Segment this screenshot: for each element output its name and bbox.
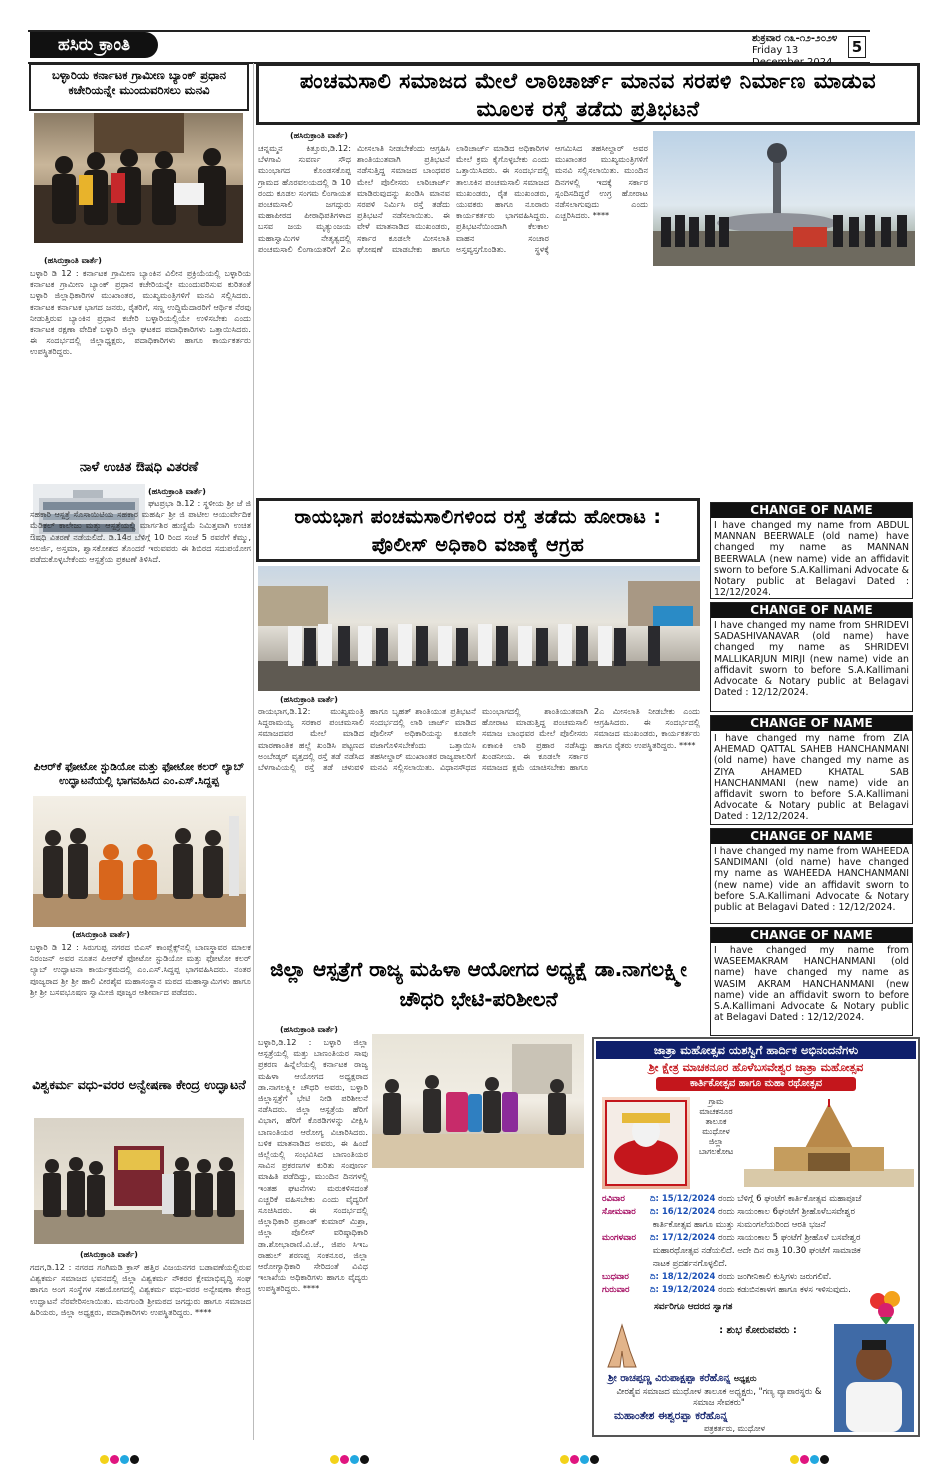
- registration-marks: [330, 1449, 370, 1468]
- third-headline: ಜಿಲ್ಲಾ ಆಸ್ಪತ್ರೆಗೆ ರಾಜ್ಯ ಮಹಿಳಾ ಆಯೋಗದ ಅಧ್ಯಕ್ಷೆ ಡಾ.ನಾಗಲಕ್ಷ್ಮೀ ಚೌಧರಿ ಭೇಟಿ-ಪರಿಶೀಲನೆ: [270, 957, 687, 1011]
- lead-headline-box: [256, 63, 920, 125]
- temple-image: [744, 1099, 914, 1187]
- second-credit: (ಹಸಿರುಕ್ರಾಂತಿ ವಾರ್ತೆ): [280, 695, 338, 704]
- page-number: 5: [848, 36, 866, 58]
- second-headline: ರಾಯಭಾಗ ಪಂಚಮಸಾಲಿಗಳಿಂದ ರಸ್ತೆ ತಡೆದು ಹೋರಾಟ : ಪೊಲೀಸ್ ಅಧಿಕಾರಿ ವಜಾಕ್ಕೆ ಆಗ್ರಹ: [294, 506, 662, 556]
- article-1-credit: (ಹಸಿರುಕ್ರಾಂತಿ ವಾರ್ತೆ): [44, 256, 102, 265]
- classified-ad: [710, 715, 913, 825]
- article-2-credit: (ಹಸಿರುಕ್ರಾಂತಿ ವಾರ್ತೆ): [148, 487, 206, 496]
- classifieds-column: [710, 502, 913, 1036]
- article-2-headline: ನಾಳೆ ಉಚಿತ ಔಷಧಿ ವಿತರಣೆ: [79, 460, 199, 475]
- article-1-headline-box: [29, 63, 249, 111]
- article-3-headline-box: [29, 760, 249, 790]
- lead-photo: [653, 131, 915, 266]
- classified-title: CHANGE OF NAME: [711, 603, 912, 618]
- article-2-body: ಘಟಪ್ರಭಾ ಡಿ.12 : ಸ್ಥಳೀಯ ಶ್ರೀ ಜೆ ಜಿ ಸಹಕಾರಿ ಆಸ್ಪತ್ರೆ ಸೊಸಾಯಿಟಿಯ ಸಹಕಾರ ಮಹರ್ಷಿ ಶ್ರೀ ಜಿ ಪಾಟೀಲ ಆಯುರ್ವೇದಿಕ ಮೆಡಿಕಲ್ ಕಾಲೇಜು ಮತ್ತು ಆಸ್ಪತ್ರೆಯಲ್ಲಿ ಮಾರ್ಗಶಿರ ಹುಣ್ಣಿಮೆ ನಿಮಿತ್ತವಾಗಿ ಉಚಿತ ಔಷಧಿ ವಿತರಣೆ ನಡೆಯಲಿದೆ. ಡಿ.14ರ ಬೆಳಿಗ್ಗೆ 10 ರಿಂದ ಸಂಜೆ 5 ರವರೆಗೆ ಕೆಮ್ಮು, ಅಲರ್ಜಿ, ಅಸ್ತಮಾ, ಶ್ವಾಸಕೋಶದ ತೊಂದರೆ ಇರುವವರು ಈ ಶಿಬಿರದ ಸದುಪಯೋಗ ಪಡೆದುಕೊಳ್ಳಬೇಕೆಂದು ಆಸ್ಪತ್ರೆಯ ಪ್ರಕಟಣೆ ತಿಳಿಸಿದೆ.: [30, 498, 251, 565]
- second-photo: [258, 566, 700, 691]
- ad-banner: ಜಾತ್ರಾ ಮಹೋತ್ಸವ ಯಶಸ್ವಿಗೆ ಹಾರ್ದಿಕ ಅಭಿನಂದನೆಗಳು: [596, 1041, 916, 1059]
- classified-ad: [710, 502, 913, 599]
- ad-subtitle: ಕಾರ್ತಿಕೋತ್ಸವ ಹಾಗೂ ಮಹಾ ರಥೋತ್ಸವ: [656, 1077, 856, 1091]
- lead-body: ಚನ್ನಮ್ಮನ ಕಿತ್ತೂರು,ಡಿ.12: ಬೆಳಗಾವಿ ಸುವರ್ಣ ಸೌಧ ಮುಂಭಾಗದ ಕೊಂಡಸಕೊಪ್ಪ ಗ್ರಾಮದ ಹೊರವಲಯದಲ್ಲಿ ಡಿ 10 ರಂದು ಕೂಡಲ ಸಂಗಮ ಲಿಂಗಾಯತ ಪಂಚಮಸಾಲಿ ಜಗದ್ಗುರು ಮಹಾಪೀಠದ ಪೀಠಾಧಿಪತಿಗಳಾದ ಬಸವ ಜಯ ಮೃತ್ಯುಂಜಯ ಮಹಾಸ್ವಾಮಿಗಳ ನೇತೃತ್ವದಲ್ಲಿ ಪಂಚಮಸಾಲಿ ಲಿಂಗಾಯತರಿಗೆ 2ಎ ಮೀಸಲಾತಿ ನೀಡಬೇಕೆಂದು ಆಗ್ರಹಿಸಿ ಶಾಂತಿಯುತವಾಗಿ ಪ್ರತಿಭಟನೆ ನಡೆಸುತ್ತಿದ್ದ ಸಮಾಜದ ಬಾಂಧವರ ಮೇಲೆ ಪೊಲೀಸರು ಲಾಠಿಚಾರ್ಜ್ ಮಾಡಿರುವುದನ್ನು ಖಂಡಿಸಿ ಮಾನವ ಸರಪಳಿ ನಿರ್ಮಿಸಿ ರಸ್ತೆ ತಡೆದು ಪ್ರತಿಭಟನೆ ನಡೆಸಲಾಯಿತು. ಈ ವೇಳೆ ಮಾತನಾಡಿದ ಮುಖಂಡರು, ಸರ್ಕಾರ ಕೂಡಲೇ ಮೀಸಲಾತಿ ಘೋಷಣೆ ಮಾಡಬೇಕು ಹಾಗೂ ಲಾಠಿಚಾರ್ಜ್ ಮಾಡಿದ ಅಧಿಕಾರಿಗಳ ಮೇಲೆ ಕ್ರಮ ಕೈಗೊಳ್ಳಬೇಕು ಎಂದು ಒತ್ತಾಯಿಸಿದರು. ಈ ಸಂದರ್ಭದಲ್ಲಿ ತಾಲೂಕಿನ ಪಂಚಮಸಾಲಿ ಸಮಾಜದ ಮುಖಂಡರು, ರೈತ ಮುಖಂಡರು, ಯುವಕರು ಹಾಗೂ ನೂರಾರು ಕಾರ್ಯಕರ್ತರು ಭಾಗವಹಿಸಿದ್ದರು. ಪ್ರತಿಭಟನೆಯಿಂದಾಗಿ ಕೆಲಕಾಲ ವಾಹನ ಸಂಚಾರ ಅಸ್ತವ್ಯಸ್ತಗೊಂಡಿತು. ಸ್ಥಳಕ್ಕೆ ಆಗಮಿಸಿದ ತಹಸೀಲ್ದಾರ್ ಅವರ ಮುಖಾಂತರ ಮುಖ್ಯಮಂತ್ರಿಗಳಿಗೆ ಮನವಿ ಸಲ್ಲಿಸಲಾಯಿತು. ಮುಂದಿನ ದಿನಗಳಲ್ಲಿ ಇದಕ್ಕೆ ಸರ್ಕಾರ ಸ್ಪಂದಿಸದಿದ್ದರೆ ಉಗ್ರ ಹೋರಾಟ ನಡೆಸಲಾಗುವುದು ಎಂದು ಎಚ್ಚರಿಸಿದರು. ****: [258, 143, 648, 254]
- article-1-body: ಬಳ್ಳಾರಿ ಡಿ 12 : ಕರ್ನಾಟಕ ಗ್ರಾಮೀಣ ಬ್ಯಾಂಕಿನ ವಿಲೀನ ಪ್ರಕ್ರಿಯೆಯಲ್ಲಿ ಬಳ್ಳಾರಿಯ ಕರ್ನಾಟಕ ಗ್ರಾಮೀಣ ಬ್ಯಾಂಕ್ ಪ್ರಧಾನ ಕಚೇರಿಯನ್ನೇ ಮುಂದುವರಿಸುವ ಕುರಿತಂತೆ ಬಳ್ಳಾರಿ ಜಿಲ್ಲಾಧಿಕಾರಿಗಳ ಮುಖಾಂತರ, ಮುಖ್ಯಮಂತ್ರಿಗಳಿಗೆ ಮನವಿ ಸಲ್ಲಿಸಿದರು. ಕರ್ನಾಟಕ ಕರ್ನಾಟಕ ಭಾಗದ ಜನರು, ರೈತರಿಗೆ, ಸಣ್ಣ ಉದ್ದಿಮೆದಾರರಿಗೆ ಆರ್ಥಿಕ ನೆರವು ನೀಡುತ್ತಿರುವ ಬ್ಯಾಂಕಿನ ಪ್ರಧಾನ ಕಚೇರಿ ಬಳ್ಳಾರಿಯಲ್ಲಿಯೇ ಉಳಿಸಬೇಕು ಎಂದು ಕರ್ನಾಟಕ ರಕ್ಷಣಾ ವೇದಿಕೆ ಬಳ್ಳಾರಿ ಜಿಲ್ಲಾ ಘಟಕದ ಪದಾಧಿಕಾರಿಗಳು ಒತ್ತಾಯಿಸಿದರು. ಈ ಸಂದರ್ಭದಲ್ಲಿ ಜಿಲ್ಲಾಧ್ಯಕ್ಷರು, ಪದಾಧಿಕಾರಿಗಳು ಹಾಗೂ ಕಾರ್ಯಕರ್ತರು ಉಪಸ್ಥಿತರಿದ್ದರು.: [30, 268, 251, 357]
- article-2-headline-box: [29, 458, 249, 478]
- classified-title: CHANGE OF NAME: [711, 503, 912, 518]
- lead-credit: (ಹಸಿರುಕ್ರಾಂತಿ ವಾರ್ತೆ): [290, 131, 348, 140]
- third-credit: (ಹಸಿರುಕ್ರಾಂತಿ ವಾರ್ತೆ): [280, 1025, 338, 1034]
- classified-ad: [710, 828, 913, 924]
- article-1-headline: ಬಳ್ಳಾರಿಯ ಕರ್ನಾಟಕ ಗ್ರಾಮೀಣ ಬ್ಯಾಂಕ್ ಪ್ರಧಾನ ಕಚೇರಿಯನ್ನೇ ಮುಂದುವರಿಸಲು ಮನವಿ: [52, 68, 226, 97]
- classified-title: CHANGE OF NAME: [711, 928, 912, 943]
- article-3-headline: ಪಿಆರ್‌ಕೆ ಫೋಟೋ ಸ್ಟುಡಿಯೋ ಮತ್ತು ಫೋಟೋ ಕಲರ್ ಲ್ಯಾಬ್ ಉದ್ಘಾಟನೆಯಲ್ಲಿ ಭಾಗವಹಿಸಿದ ಎಂ.ಎಸ್.ಸಿದ್ದಪ್ಪ: [33, 761, 245, 787]
- ad-wisher-name: ಶ್ರೀ ರಾಚಪ್ಪಣ್ಣ ವಿರುಪಾಕ್ಷಪ್ಪಾ ಕರೆಹೊನ್ನ ಅಧ್ಯಕ್ಷರು: [608, 1373, 757, 1384]
- wisher-portrait: [834, 1324, 914, 1432]
- schedule-row: ಬುಧವಾರ ದಿ: 18/12/2024 ರಂದು ಜಂಗೀನಿಕಾಲಿ ಕುಸ್ತಿಗಳು ಜರುಗಲಿವೆ.: [602, 1272, 832, 1282]
- ad-wishers-label: : ಶುಭ ಕೋರುವವರು :: [719, 1325, 797, 1336]
- classified-title: CHANGE OF NAME: [711, 716, 912, 731]
- registration-marks: [560, 1449, 600, 1468]
- schedule-row: ಮಂಗಳವಾರ ದಿ: 17/12/2024 ರಂದು ಸಾಯಂಕಾಲ 5 ಘಂಟೆಗೆ ಶ್ರೀಹೊಳೆ ಬಸವೇಶ್ವರ: [602, 1233, 861, 1243]
- article-3-body: ಬಳ್ಳಾರಿ ಡಿ 12 : ಸಿರುಗುಪ್ಪ ನಗರದ ಬಿಎಸ್ ಕಾಂಪ್ಲೆಕ್ಸ್‌ನಲ್ಲಿ ಬಾಣಸ್ಥಾವರ ಮಾಲಕ ನಿರಂಜನ್ ಅವರ ನೂತನ ಪಿಆರ್‌ಕೆ ಫೋಟೋ ಸ್ಟುಡಿಯೋ ಮತ್ತು ಫೋಟೋ ಕಲರ್ ಲ್ಯಾಬ್ ಉದ್ಘಾಟನಾ ಕಾರ್ಯಕ್ರಮದಲ್ಲಿ ಎಂ.ಎಸ್.ಸಿದ್ದಪ್ಪ ಭಾಗವಹಿಸಿದರು. ನಂತರ ಪೂಜ್ಯರಾದ ಶ್ರೀ ಶ್ರೀ ಹಾಲಿ ವೀರಶೈವ ಮಹಾಸಂಸ್ಥಾನ ಮಠದ ಮಹಾಸ್ವಾಮಿಗಳು ಹಾಗೂ ಶ್ರೀ ಶ್ರೀ ಬಸವಭೂಷಣ ಸ್ವಾಮೀಜಿ ಪೂಜ್ಯರ ಆಶೀರ್ವಾದ ಪಡೆದರು.: [30, 942, 251, 997]
- deity-image: [602, 1097, 690, 1189]
- schedule-row: ಗುರುವಾರ ದಿ: 19/12/2024 ರಂದು ಕಡುಬಿನಕಾಳಗ ಹಾಗೂ ಕಳಸ ಇಳಿಸುವುದು.: [602, 1285, 851, 1295]
- column-divider: [253, 63, 254, 1440]
- article-4-headline: ವಿಶ್ವಕರ್ಮ ವಧು-ವರರ ಅನ್ವೇಷಣಾ ಕೇಂದ್ರ ಉದ್ಘಾಟನೆ: [32, 1077, 246, 1092]
- ad-title: ಶ್ರೀ ಕ್ಷೇತ್ರ ಮಾಚಕನೂರ ಹೊಳೆಬಸವೇಶ್ವರ ಜಾತ್ರಾ ಮಹೋತ್ಸವ: [648, 1061, 864, 1074]
- date-english: Friday 13 December 2024: [752, 45, 833, 68]
- lead-headline: ಪಂಚಮಸಾಲಿ ಸಮಾಜದ ಮೇಲೆ ಲಾಠಿಚಾರ್ಜ್ ಮಾನವ ಸರಪಳಿ ನಿರ್ಮಾಣ ಮಾಡುವ ಮೂಲಕ ರಸ್ತೆ ತಡೆದು ಪ್ರತಿಭಟನೆ: [299, 69, 877, 121]
- flower-bouquet-icon: [864, 1289, 908, 1325]
- ad-invite: ಸರ್ವರಿಗೂ ಆದರದ ಸ್ವಾಗತ: [654, 1302, 733, 1312]
- classified-title: CHANGE OF NAME: [711, 829, 912, 844]
- classified-text: I have changed my name from WASEEMAKRAM HANCHANMANI (old name) have changed my name as WASIM AKRAM HANCHANMANI (new name) vide an affidavit sworn to before S.A.Kallimani Advocate & Notary public at Belagavi Dated : 12/12/2024.: [714, 945, 909, 1024]
- article-1-photo: [34, 113, 243, 243]
- classified-text: I have changed my name from SHRIDEVI SADASHIVANAVAR (old name) have changed my name as SHRIDEVI MALLIKARJUN MIRJI (new name) vide an affidavit sworn to before S.A.Kallimani Advocate & Notary public at Belagavi Dated : 12/12/2024.: [714, 620, 909, 699]
- classified-text: I have changed my name from ZIA AHEMAD QATTAL SAHEB HANCHANMANI (old name) have changed my name as ZIYA AHAMED KHATAL SAB HANCHANMANI (new name) vide an affidavit sworn to before S.A.Kallimani Advocate & Notary public at Belagavi Dated : 12/12/2024.: [714, 733, 909, 823]
- ad-place: ಗ್ರಾಮ ಮಾಚಕನೂರ ತಾಲೂಕ ಮುಧೋಳ ಜಿಲ್ಲಾ ಬಾಗಲಕೋಟ: [698, 1097, 734, 1156]
- second-body: ರಾಯಭಾಗ,ಡಿ.12: ಮುಖ್ಯಮಂತ್ರಿ ಸಿದ್ದರಾಮಯ್ಯ ಸರಕಾರ ಪಂಚಮಸಾಲಿ ಸಮಾಜದವರ ಮೇಲೆ ಮಾಡಿದ ಮಾರಣಾಂತಿಕ ಹಲ್ಲೆ ಖಂಡಿಸಿ ಪಟ್ಟಣದ ಅಂಬೇಡ್ಕರ್ ವೃತ್ತದಲ್ಲಿ ರಸ್ತೆ ತಡೆ ನಡೆಸಿದ ಬೆಳಗಾವಿಯಲ್ಲಿ ರಸ್ತೆ ತಡೆ ಚಳುವಳಿ ಹಾಗೂ ಬೃಹತ್ ಶಾಂತಿಯುತ ಪ್ರತಿಭಟನೆ ಸಂದರ್ಭದಲ್ಲಿ ಲಾಠಿ ಚಾರ್ಜ್ ಮಾಡಿದ ಪೊಲೀಸ್ ಅಧಿಕಾರಿಯನ್ನು ಕೂಡಲೇ ವಜಾಗೊಳಿಸಬೇಕೆಂದು ಒತ್ತಾಯಿಸಿ ತಹಸೀಲ್ದಾರ್ ಮುಖಾಂತರ ರಾಜ್ಯಪಾಲರಿಗೆ ಮನವಿ ಸಲ್ಲಿಸಲಾಯಿತು. ವಿಧಾನಸೌಧದ ಮುಂಭಾಗದಲ್ಲಿ ಶಾಂತಿಯುತವಾಗಿ ಹೋರಾಟ ಮಾಡುತ್ತಿದ್ದ ಪಂಚಮಸಾಲಿ ಸಮಾಜ ಬಾಂಧವರ ಮೇಲೆ ಪೊಲೀಸರು ಏಕಾಏಕಿ ಲಾಠಿ ಪ್ರಹಾರ ನಡೆಸಿದ್ದು ಖಂಡನೀಯ. ಈ ಕೂಡಲೇ ಸರ್ಕಾರ ಸಮಾಜದ ಕ್ಷಮೆ ಯಾಚಿಸಬೇಕು ಹಾಗೂ 2ಎ ಮೀಸಲಾತಿ ನೀಡಬೇಕು ಎಂದು ಆಗ್ರಹಿಸಿದರು. ಈ ಸಂದರ್ಭದಲ್ಲಿ ಸಮಾಜದ ಮುಖಂಡರು, ಕಾರ್ಯಕರ್ತರು ಹಾಗೂ ರೈತರು ಉಪಸ್ಥಿತರಿದ್ದರು. ****: [258, 706, 700, 773]
- newspaper-logo: ಹಸಿರು ಕ್ರಾಂತಿ: [30, 32, 158, 58]
- ad-publisher-role: ಪತ್ರಕರ್ತರು, ಮುಧೋಳ: [704, 1424, 765, 1433]
- article-4-photo: [34, 1118, 244, 1244]
- schedule-row: ರವಿವಾರ ದಿ: 15/12/2024 ರಂದು ಬೆಳಿಗ್ಗೆ 6 ಘಂಟೆಗೆ ಕಾರ್ತಿಕೋತ್ಸವ ಮಹಾಪೂಜೆ: [602, 1194, 862, 1204]
- article-4-credit: (ಹಸಿರುಕ್ರಾಂತಿ ವಾರ್ತೆ): [80, 1250, 138, 1259]
- classified-text: I have changed my name from WAHEEDA SANDIMANI (old name) have changed my name as WAHEEDA HANCHANMANI (new name) vide an affidavit sworn to before S.A.Kallimani Advocate & Notary public at Belagavi Dated : 12/12/2024.: [714, 846, 909, 914]
- namaste-hands-icon: [602, 1321, 642, 1371]
- ad-wisher-role: ವೀರಶೈವ ಸಮಾಜದ ಮುಧೋಳ ತಾಲೂಕ ಅಧ್ಯಕ್ಷರು, "ಗಣ್ಯ ವ್ಯಾಪಾರಸ್ಥರು & ಸಮಾಜ ಸೇವಕರು": [616, 1387, 822, 1408]
- schedule-row: ಮಹಾರಥೋತ್ಸವ ನಡೆಯಲಿದೆ. ಅದೇ ದಿನ ರಾತ್ರಿ 10.30 ಘಂಟೆಗೆ ಸಾಮಾಜಿಕ: [652, 1246, 861, 1256]
- third-photo: [372, 1034, 584, 1168]
- lead-body-continued: [656, 268, 918, 488]
- article-3-photo: [33, 796, 246, 927]
- registration-marks: [100, 1449, 140, 1468]
- article-4-headline-box: [29, 1076, 249, 1112]
- classified-ad: [710, 927, 913, 1036]
- second-headline-box: [256, 498, 700, 562]
- schedule-row: ನಾಟಕ ಪ್ರದರ್ಶನಗೊಳ್ಳಲಿದೆ.: [652, 1259, 728, 1269]
- registration-marks: [790, 1449, 830, 1468]
- schedule-row: ಸೋಮವಾರ ದಿ: 16/12/2024 ರಂದು ಸಾಯಂಕಾಲ 6ಘಂಟೆಗೆ ಶ್ರೀಹೊಳೆಬಸವೇಶ್ವರ: [602, 1207, 856, 1217]
- ad-schedule: [602, 1193, 912, 1297]
- article-3-credit: (ಹಸಿರುಕ್ರಾಂತಿ ವಾರ್ತೆ): [72, 930, 130, 939]
- festival-advertisement: [592, 1037, 920, 1437]
- third-headline-box: [256, 950, 701, 1020]
- schedule-row: ಕಾರ್ತಿಕೋತ್ಸವ ಹಾಗೂ ಮುತ್ತು ಸುಮಂಗಲೆಯರಿಂದ ಆರತಿ ಭಜನೆ: [652, 1220, 826, 1230]
- third-body: ಬಳ್ಳಾರಿ,ಡಿ.12 : ಬಳ್ಳಾರಿ ಜಿಲ್ಲಾ ಆಸ್ಪತ್ರೆಯಲ್ಲಿ ಮತ್ತು ಬಾಣಂತಿಯರ ಸಾವು ಪ್ರಕರಣ ಹಿನ್ನೆಲೆಯಲ್ಲಿ ಕರ್ನಾಟಕ ರಾಜ್ಯ ಮಹಿಳಾ ಆಯೋಗದ ಅಧ್ಯಕ್ಷರಾದ ಡಾ.ನಾಗಲಕ್ಷ್ಮೀ ಚೌಧರಿ ಅವರು, ಬಳ್ಳಾರಿ ಜಿಲ್ಲಾಸ್ಪತ್ರೆಗೆ ಭೇಟಿ ನೀಡಿ ಪರಿಶೀಲನೆ ನಡೆಸಿದರು. ಜಿಲ್ಲಾ ಆಸ್ಪತ್ರೆಯ ಹೆರಿಗೆ ವಿಭಾಗ, ಹೆರಿಗೆ ಕೊಠಡಿಗಳನ್ನು ವೀಕ್ಷಿಸಿ ಬಾಣಂತಿಯರ ಆರೋಗ್ಯ ವಿಚಾರಿಸಿದರು. ಬಳಿಕ ಮಾತನಾಡಿದ ಅವರು, ಈ ಹಿಂದೆ ಜಿಲ್ಲೆಯಲ್ಲಿ ಸಂಭವಿಸಿದ ಬಾಣಂತಿಯರ ಸಾವಿನ ಪ್ರಕರಣಗಳ ಕುರಿತು ಸಂಪೂರ್ಣ ಮಾಹಿತಿ ಪಡೆದಿದ್ದು, ಮುಂದಿನ ದಿನಗಳಲ್ಲಿ ಇಂತಹ ಘಟನೆಗಳು ಮರುಕಳಿಸದಂತೆ ಎಚ್ಚರಿಕೆ ವಹಿಸಬೇಕು ಎಂದು ವೈದ್ಯರಿಗೆ ಸೂಚಿಸಿದರು. ಈ ಸಂದರ್ಭದಲ್ಲಿ ಜಿಲ್ಲಾಧಿಕಾರಿ ಪ್ರಶಾಂತ್ ಕುಮಾರ್ ಮಿಶ್ರಾ, ಜಿಲ್ಲಾ ಪೊಲೀಸ್ ವರಿಷ್ಠಾಧಿಕಾರಿ ಡಾ.ಶೋಭಾರಾಣಿ.ವಿ.ಜೆ., ಜಿಪಂ ಸಿಇಒ ರಾಹುಲ್ ಶರಣಪ್ಪ ಸಂಕನೂರ, ಜಿಲ್ಲಾ ಆರೋಗ್ಯಾಧಿಕಾರಿ ಸೇರಿದಂತೆ ವಿವಿಧ ಇಲಾಖೆಯ ಅಧಿಕಾರಿಗಳು ಹಾಗೂ ವೈದ್ಯರು ಉಪಸ್ಥಿತರಿದ್ದರು. ****: [258, 1037, 368, 1294]
- ad-publisher: ಮಹಾಂತೇಶ ಈಶ್ವರಪ್ಪಾ ಕರೆಹೊನ್ನ: [614, 1410, 728, 1422]
- article-4-body: ಗದಗ,ಡಿ.12 : ನಗರದ ಗಂಗಿಮಡಿ ಕ್ರಾಸ್ ಹತ್ತಿರ ವಿಜಯನಗರ ಬಡಾವಣೆಯಲ್ಲಿರುವ ವಿಶ್ವಕರ್ಮ ಸಮಾಜದ ಭವನದಲ್ಲಿ ಜಿಲ್ಲಾ ವಿಶ್ವಕರ್ಮ ನೌಕರರ ಕ್ಷೇಮಾಭಿವೃದ್ಧಿ ಸಂಘ ಹಾಗೂ ಅಂಗ ಸಂಸ್ಥೆಗಳ ಸಹಯೋಗದಲ್ಲಿ ವಿಶ್ವಕರ್ಮ ವಧು-ವರರ ಅನ್ವೇಷಣಾ ಕೇಂದ್ರ ಉದ್ಘಾಟನೆ ನೆರವೇರಿಸಲಾಯಿತು. ಮನಗುಂಡಿ ಶ್ರೀಮಠದ ಜಗದ್ಗುರು ಹಾಗೂ ಸಮಾಜದ ಹಿರಿಯರು, ಜಿಲ್ಲಾ ಅಧ್ಯಕ್ಷರು, ಪದಾಧಿಕಾರಿಗಳು ಉಪಸ್ಥಿತರಿದ್ದರು. ****: [30, 1262, 251, 1317]
- date-kannada: ಶುಕ್ರವಾರ ೧೩-೧೨-೨೦೨೪: [752, 33, 838, 44]
- classified-ad: [710, 602, 913, 712]
- classified-text: I have changed my name from ABDUL MANNAN BEERWALE (old name) have changed my name as MANNAN BEERWALA (new name) vide an affidavit sworn to before S.A.Kallimani Advocate & Notary public at Belagavi Dated : 12/12/2024.: [714, 520, 909, 599]
